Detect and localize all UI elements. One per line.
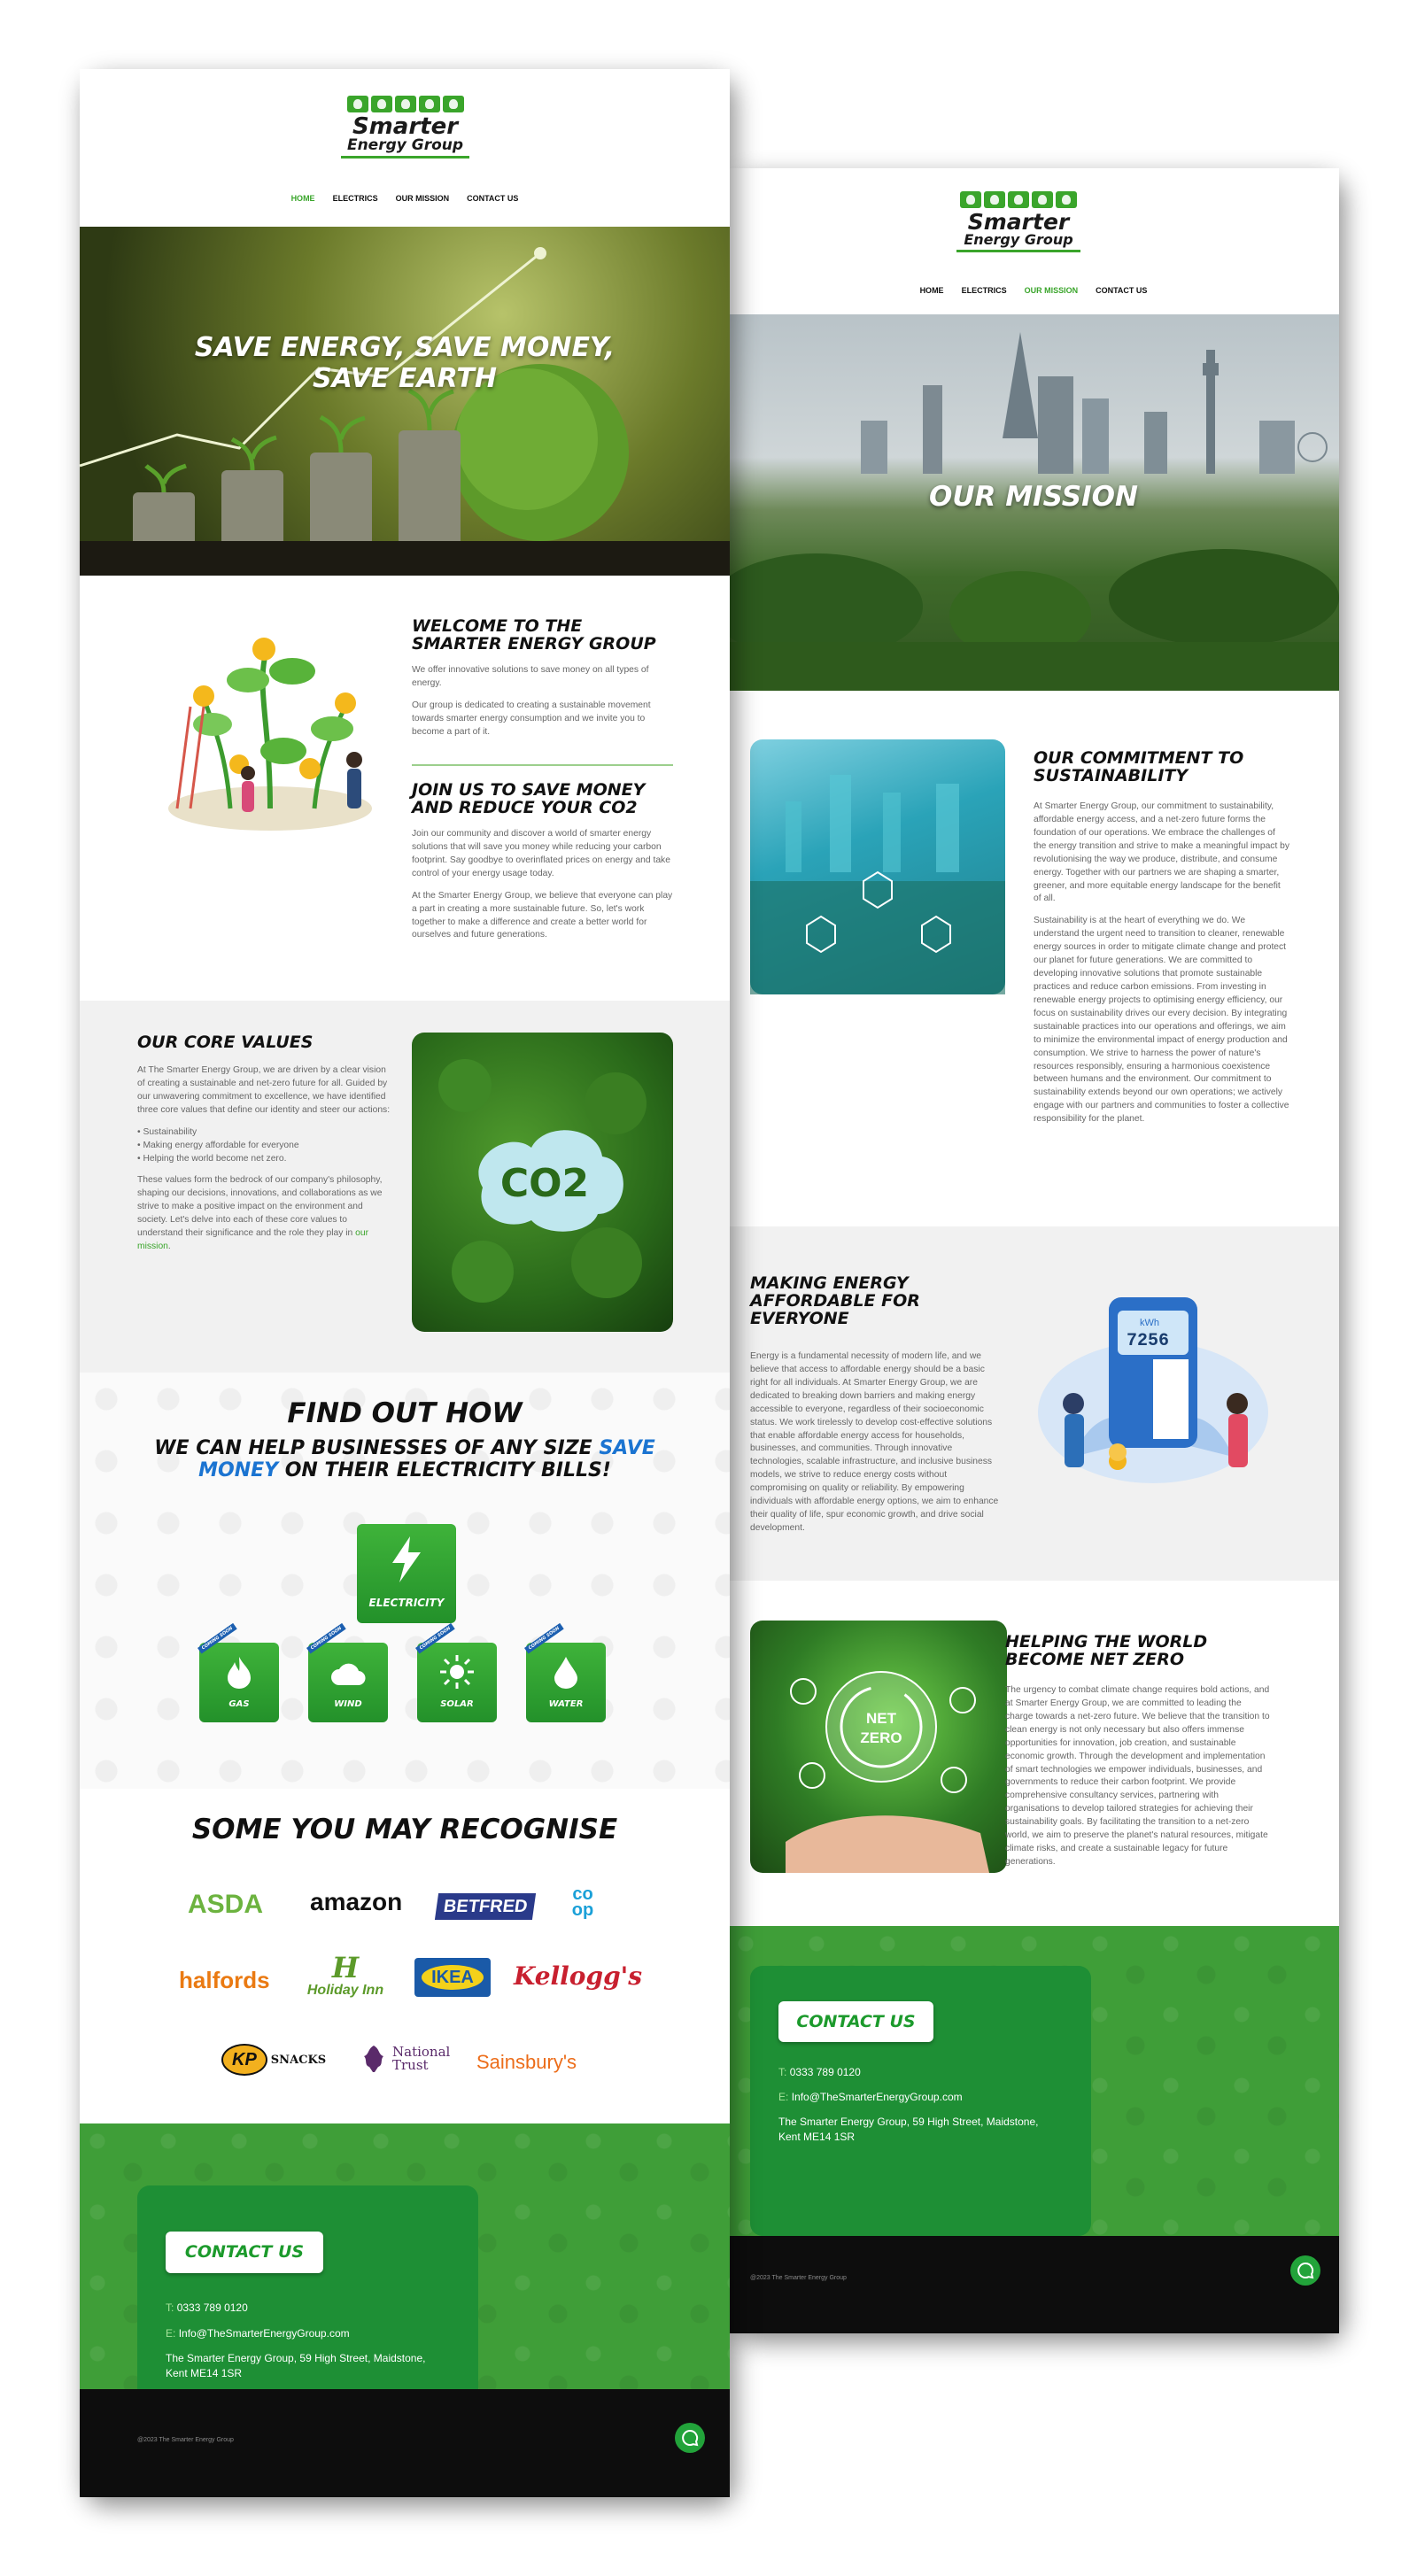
net-zero-image xyxy=(750,1621,1007,1873)
kp-mark: KP xyxy=(221,2044,267,2076)
core-values-paragraph-2-text: These values form the bedrock of our company's philosophy, shaping our decisions, innovations, and collaborations as we strive to make a positive impact on the environment and society. Let's delve into each of these core values to understand their significance and the role they play in xyxy=(137,1175,383,1239)
commitment-title xyxy=(1034,750,1243,785)
join-paragraph-2: At the Smarter Energy Group, we believe that everyone can play a part in creating a more sustainable future. So, let's work together to make a difference and create a better world for ourselves and future generations. xyxy=(412,890,673,940)
meter-kwh: kWh xyxy=(1140,1318,1159,1328)
core-values-paragraph-1: At The Smarter Energy Group, we are driven by a clear vision of creating a sustainable and net-zero future for all. Guided by our unwavering commitment to excellence, we have identified three core values that define our identity and steer our actions: xyxy=(137,1065,391,1115)
subtitle-save: SAVE xyxy=(599,1437,655,1459)
energy-meter-illustration xyxy=(1020,1280,1286,1501)
oak-leaf-icon xyxy=(360,2044,387,2074)
sainsburys-logo: Sainsbury's xyxy=(476,2051,577,2073)
halfords-logo: halfords xyxy=(179,1967,270,1993)
sun-icon xyxy=(440,1655,474,1689)
net-zero-text xyxy=(1005,1684,1271,1878)
gas-label: GAS xyxy=(228,1699,250,1709)
core-values-paragraph-2 xyxy=(137,1174,394,1254)
email-address: Info@TheSmarterEnergyGroup.com xyxy=(791,2091,963,2103)
recognise-title: SOME YOU MAY RECOGNISE xyxy=(191,1814,618,1845)
kp-snacks-logo xyxy=(221,2044,326,2076)
amazon-logo: amazon xyxy=(310,1888,403,1915)
nav-home[interactable]: HOME xyxy=(919,286,944,295)
water-label: WATER xyxy=(548,1699,584,1709)
welcome-paragraph-1: We offer innovative solutions to save money on all types of energy. xyxy=(412,665,649,688)
national-trust-line-1: National xyxy=(392,2044,451,2060)
coming-soon-ribbon: COMING SOON xyxy=(197,1623,237,1654)
chat-icon[interactable] xyxy=(675,2423,705,2453)
email-address: Info@TheSmarterEnergyGroup.com xyxy=(178,2327,350,2340)
subtitle-money: MONEY xyxy=(198,1459,279,1482)
mission-hero-title: OUR MISSION xyxy=(929,481,1138,513)
co2-label: CO2 xyxy=(499,1161,590,1206)
coming-soon-ribbon: COMING SOON xyxy=(415,1623,455,1654)
contact-phone[interactable] xyxy=(166,2301,248,2316)
main-nav xyxy=(728,286,1339,295)
logo-icons xyxy=(952,191,1085,208)
contact-email[interactable] xyxy=(166,2326,350,2341)
copyright: @2023 The Smarter Energy Group xyxy=(137,2437,234,2443)
nav-contact-us[interactable]: CONTACT US xyxy=(1096,286,1148,295)
holiday-inn-text: Holiday Inn xyxy=(306,1983,384,1998)
phone-label: T: xyxy=(166,2301,174,2314)
affordable-text xyxy=(750,1350,1003,1544)
betfred-logo: BETFRED xyxy=(435,1893,537,1920)
subtitle-part-1: WE CAN HELP BUSINESSES OF ANY SIZE xyxy=(154,1437,600,1459)
affordable-title-line-3: EVERYONE xyxy=(750,1308,849,1328)
mission-page xyxy=(728,168,1339,2333)
contact-us-button[interactable]: CONTACT US xyxy=(778,2001,933,2042)
nav-electrics[interactable]: ELECTRICS xyxy=(332,194,378,203)
home-hero-title xyxy=(80,333,730,394)
kelloggs-logo: Kellogg's xyxy=(514,1961,642,1991)
logo-icons xyxy=(337,96,474,112)
contact-card xyxy=(750,1966,1091,2236)
affordable-paragraph: Energy is a fundamental necessity of modern life, and we believe that access to affordable energy should be a basic right for all individuals. At Smarter Energy Group, we are dedicated to breaking down barriers and making energy accessible to everyone, regardless of their socioeconomic status. We work tirelessly to develop cost-effective solutions that enable affordable energy access for households, businesses, and communities. Through innovative technologies, scalable infrastructure, and inclusive business models, we strive to reduce energy costs without compromising on quality or reliability. By empowering individuals with affordable energy options, we aim to enhance their quality of life, spur economic growth, and drive social development. xyxy=(750,1351,999,1533)
home-hero xyxy=(80,227,730,576)
join-text xyxy=(412,828,673,951)
affordable-title-line-1: MAKING ENERGY xyxy=(750,1273,909,1293)
contact-phone[interactable] xyxy=(778,2065,861,2080)
solar-label: SOLAR xyxy=(440,1699,474,1709)
logo[interactable] xyxy=(337,96,474,159)
logo-underline xyxy=(341,156,469,159)
core-values-text xyxy=(137,1064,394,1263)
hero-title-line-2: SAVE EARTH xyxy=(313,362,497,394)
home-header xyxy=(80,69,730,224)
phone-number: 0333 789 0120 xyxy=(176,2301,248,2314)
commitment-paragraph-2: Sustainability is at the heart of everything we do. We understand the urgent need to transition to cleaner, renewable energy sources in order to mitigate climate change and protect our planet for future generations. We are committed to developing innovative solutions that promote sustainable practices and reduce carbon emissions. From investing in renewable energy projects to optimising energy efficiency, our focus on sustainability drives our every decision. By integrating sustainable practices into our operations and offerings, we aim to minimize the environmental impact of energy production and consumption. We strive to harness the power of nature's resources responsibly, ensuring a harmonious coexistence between humans and the environment. Our commitment to sustainability extends beyond our own operations; we actively engage with our partners and communities to foster a collective responsibility for the planet. xyxy=(1034,916,1289,1125)
nav-contact-us[interactable]: CONTACT US xyxy=(467,194,519,203)
phone-number: 0333 789 0120 xyxy=(789,2066,861,2078)
logo-line-1: Smarter xyxy=(352,113,459,140)
mission-header xyxy=(728,168,1339,301)
net-zero-illustration xyxy=(750,1621,1007,1873)
affordable-title-line-2: AFFORDABLE FOR xyxy=(750,1290,920,1311)
find-out-subtitle xyxy=(80,1437,730,1482)
join-title-line-2: AND REDUCE YOUR CO2 xyxy=(412,797,638,817)
core-value-3: • Helping the world become net zero. xyxy=(137,1153,287,1164)
core-value-1: • Sustainability xyxy=(137,1126,197,1137)
meter-digits: 7256 xyxy=(1127,1331,1170,1351)
nav-our-mission[interactable]: OUR MISSION xyxy=(1024,286,1079,295)
gas-tile[interactable] xyxy=(199,1625,279,1722)
net-zero-title-line-2: BECOME NET ZERO xyxy=(1005,1649,1185,1669)
national-trust-line-2: Trust xyxy=(392,2057,429,2073)
solar-tile[interactable] xyxy=(417,1625,497,1722)
mission-hero xyxy=(728,314,1339,691)
net-zero-title xyxy=(1005,1634,1207,1669)
join-title xyxy=(412,782,645,817)
drop-icon xyxy=(554,1657,578,1689)
phone-label: T: xyxy=(778,2066,787,2078)
core-values-period: . xyxy=(167,1242,171,1252)
join-title-line-1: JOIN US TO SAVE MONEY xyxy=(412,780,646,800)
nav-our-mission[interactable]: OUR MISSION xyxy=(395,194,450,203)
kp-snacks-text: SNACKS xyxy=(270,2053,327,2067)
holiday-inn-h: H xyxy=(331,1951,360,1984)
chat-icon[interactable] xyxy=(1290,2255,1320,2286)
ikea-logo xyxy=(414,1958,491,1997)
net-zero-label-2: ZERO xyxy=(860,1729,902,1746)
smart-city-illustration xyxy=(750,739,1005,994)
contact-address: The Smarter Energy Group, 59 High Street, Maidstone, Kent ME14 1SR xyxy=(778,2116,1039,2143)
coop-logo: co op xyxy=(571,1884,594,1920)
coming-soon-ribbon: COMING SOON xyxy=(524,1623,564,1654)
welcome-title-line-1: WELCOME TO THE xyxy=(412,616,583,636)
commitment-title-line-2: SUSTAINABILITY xyxy=(1034,765,1189,785)
welcome-title-line-2: SMARTER ENERGY GROUP xyxy=(412,633,656,654)
contact-email[interactable] xyxy=(778,2090,963,2105)
contact-us-button[interactable]: CONTACT US xyxy=(166,2232,323,2273)
nav-home[interactable]: HOME xyxy=(290,194,315,203)
main-nav xyxy=(80,194,730,203)
hero-title-line-1: SAVE ENERGY, SAVE MONEY, xyxy=(194,332,616,363)
logo[interactable] xyxy=(952,191,1085,252)
commitment-paragraph-1: At Smarter Energy Group, our commitment to sustainability, affordable energy access, and a net-zero future forms the foundation of our operations. We embrace the challenges of the energy transition and strive to make a meaningful impact by revolutionising the way we produce, distribute, and consume energy. Together with our partners we are shaping a smarter, greener, and more equitable energy landscape for the benefit of all. xyxy=(1034,801,1290,904)
net-zero-label-1: NET xyxy=(866,1710,896,1727)
logo-line-2: Energy Group xyxy=(964,231,1073,248)
net-zero-paragraph: The urgency to combat climate change requires bold actions, and at Smarter Energy Group, we are committed to leading the charge towards a net-zero future. We believe that the transition to clean energy is not only necessary but also offers immense opportunities for innovation, job creation, and sustainable economic growth. Through the development and implementation of smart technologies we empower individuals, businesses, and governments to reduce their carbon footprint. We provide comprehensive consultancy services, partnering with organisations to develop tailored strategies for achieving their sustainability goals. By facilitating the transition to a net-zero world, we aim to preserve the planet's natural resources, mitigate climate risks, and create a sustainable legacy for future generations. xyxy=(1005,1685,1270,1867)
our-mission-link[interactable]: our mission xyxy=(137,1228,369,1252)
welcome-title xyxy=(412,618,656,654)
growth-coins-image xyxy=(80,227,730,576)
section-divider xyxy=(412,764,673,766)
wind-tile[interactable] xyxy=(308,1625,388,1722)
commitment-title-line-1: OUR COMMITMENT TO xyxy=(1034,748,1244,768)
water-tile[interactable] xyxy=(526,1625,606,1722)
lightning-icon xyxy=(389,1536,424,1582)
logo-line-1: Smarter xyxy=(967,209,1070,235)
net-zero-title-line-1: HELPING THE WORLD xyxy=(1005,1632,1208,1652)
copyright: @2023 The Smarter Energy Group xyxy=(750,2275,847,2281)
join-paragraph-1: Join our community and discover a world of smarter energy solutions that will save you money while reducing your carbon footprint. Say goodbye to overinflated prices on energy and take control of your energy usage today. xyxy=(412,829,670,878)
bottom-bar xyxy=(80,2389,730,2497)
electricity-tile[interactable] xyxy=(357,1524,456,1623)
national-trust-logo xyxy=(360,2044,450,2074)
co2-forest-illustration xyxy=(412,1033,673,1332)
logo-line-2: Energy Group xyxy=(346,136,464,154)
ikea-text: IKEA xyxy=(422,1965,484,1990)
nav-electrics[interactable]: ELECTRICS xyxy=(961,286,1007,295)
co2-forest-image xyxy=(412,1033,673,1332)
contact-address: The Smarter Energy Group, 59 High Street, Maidstone, Kent ME14 1SR xyxy=(166,2352,426,2379)
holiday-inn-logo xyxy=(306,1953,385,1998)
welcome-paragraph-2: Our group is dedicated to creating a sustainable movement towards smarter energy consumption and we invite you to become a part of it. xyxy=(412,700,651,737)
core-value-2: • Making energy affordable for everyone xyxy=(137,1140,299,1150)
find-out-title: FIND OUT HOW xyxy=(287,1397,523,1429)
electricity-label: ELECTRICITY xyxy=(368,1597,445,1609)
cloud-icon xyxy=(330,1660,366,1687)
asda-logo: ASDA xyxy=(188,1890,264,1919)
home-page xyxy=(80,69,730,2497)
logo-underline xyxy=(956,250,1080,252)
money-plants-illustration xyxy=(151,618,390,848)
coming-soon-ribbon: COMING SOON xyxy=(306,1623,346,1654)
commitment-text xyxy=(1034,801,1290,1135)
subtitle-part-2: ON THEIR ELECTRICITY BILLS! xyxy=(278,1459,611,1482)
affordable-title xyxy=(750,1275,920,1328)
email-label: E: xyxy=(166,2327,176,2340)
wind-label: WIND xyxy=(334,1699,362,1709)
welcome-text xyxy=(412,664,673,748)
core-values-title: OUR CORE VALUES xyxy=(137,1033,314,1052)
bottom-bar xyxy=(728,2236,1339,2333)
flame-icon xyxy=(226,1657,252,1689)
email-label: E: xyxy=(778,2091,789,2103)
national-trust-text xyxy=(392,2046,450,2072)
smart-city-image xyxy=(750,739,1005,994)
